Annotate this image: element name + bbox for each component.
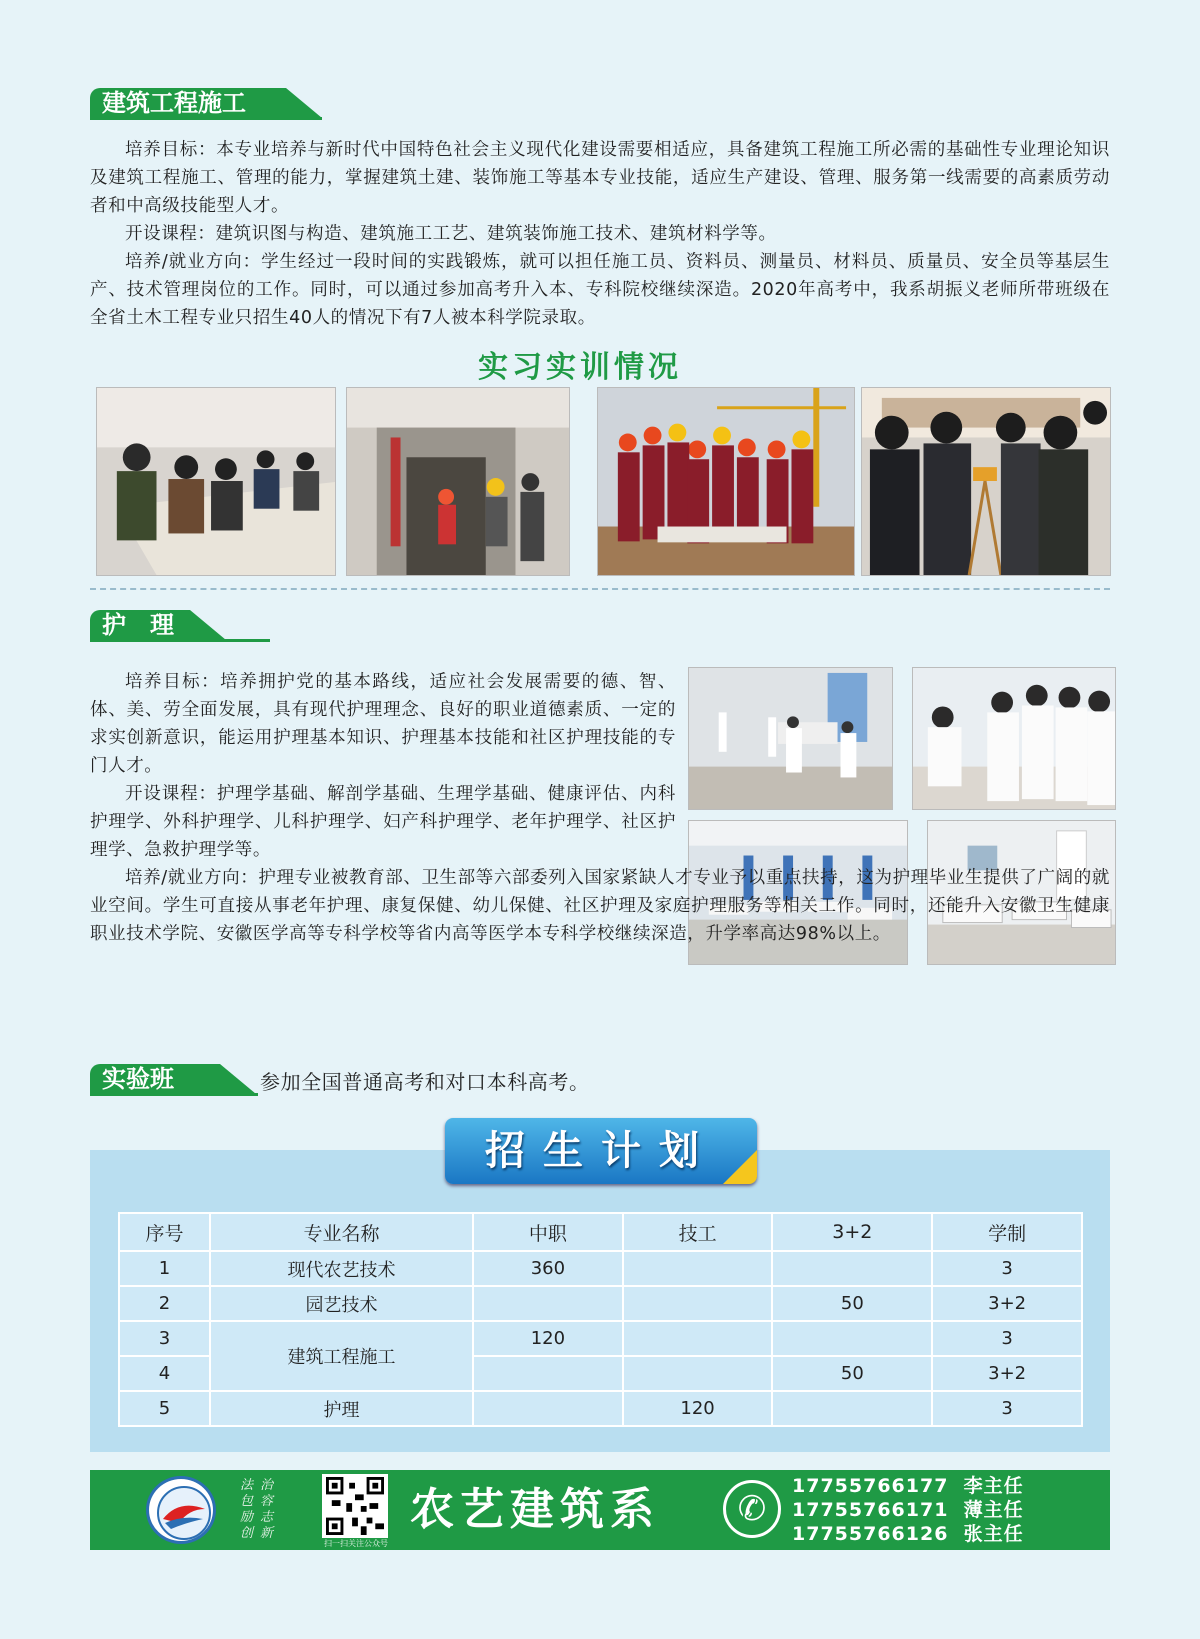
table-header-row	[119, 1213, 1082, 1251]
contact-name: 李主任	[963, 1475, 1024, 1497]
contact-phone[interactable]: 17755766171	[792, 1499, 949, 1521]
school-logo	[146, 1476, 216, 1544]
photo-surveying	[861, 387, 1111, 576]
section-tag-experiment	[90, 1062, 258, 1096]
plan-table	[118, 1212, 1083, 1427]
plan-panel	[90, 1150, 1110, 1452]
photo-site-visit	[346, 387, 570, 576]
col-header: 3+2	[772, 1213, 932, 1251]
photo-nurses	[912, 667, 1116, 810]
nursing-goal: 培养目标：培养拥护党的基本路线，适应社会发展需要的德、智、体、美、劳全面发展，具有现代护理理念、良好的职业道德素质、一定的求实创新意识，能运用护理基本知识、护理基本技能和社区护理技能的专门人才。	[90, 672, 676, 776]
plan-title-badge	[445, 1118, 757, 1184]
footer-banner	[90, 1470, 1110, 1550]
nursing-text	[90, 668, 1110, 948]
col-header: 专业名称	[210, 1213, 473, 1251]
contact-row	[792, 1498, 1024, 1522]
contact-phone[interactable]: 17755766126	[792, 1523, 949, 1545]
construction-courses: 开设课程：建筑识图与构造、建筑施工工艺、建筑装饰施工技术、建筑材料学等。	[125, 224, 777, 244]
phone-icon: ✆	[723, 1480, 781, 1538]
nursing-direction: 培养/就业方向：护理专业被教育部、卫生部等六部委列入国家紧缺人才专业予以重点扶持，这为护理毕业生提供了广阔的就业空间。学生可直接从事老年护理、康复保健、幼儿保健、社区护理及家庭护理服务等相关工作。同时，还能升入安徽卫生健康职业技术学院、安徽医学高等专科学校等省内高等医学本专科学校继续深造，升学率高达98%以上。	[90, 868, 1110, 944]
qr-code[interactable]	[322, 1474, 388, 1538]
photo-helmet-students	[597, 387, 855, 576]
construction-text	[90, 136, 1110, 332]
section-tag-label: 建筑工程施工	[90, 88, 286, 118]
practice-title: 实习实训情况	[478, 350, 682, 385]
table-row: 2 园艺技术 50 3+2	[119, 1286, 1082, 1321]
contacts	[792, 1474, 1024, 1546]
col-header: 技工	[623, 1213, 773, 1251]
table-row: 5 护理 120 3	[119, 1391, 1082, 1426]
col-header: 学制	[932, 1213, 1082, 1251]
section-tag-label: 实验班	[90, 1064, 220, 1094]
section-tag-label: 护 理	[90, 610, 190, 640]
table-row: 3 建筑工程施工 120 3	[119, 1321, 1082, 1356]
nursing-courses: 开设课程：护理学基础、解剖学基础、生理学基础、健康评估、内科护理学、外科护理学、儿科护理学、妇产科护理学、老年护理学、社区护理学、急救护理学等。	[90, 784, 676, 860]
col-header: 中职	[473, 1213, 623, 1251]
contact-row	[792, 1474, 1024, 1498]
department-name: 农艺建筑系	[410, 1484, 660, 1535]
qr-caption: 扫一扫关注公众号	[324, 1539, 388, 1548]
contact-phone[interactable]: 17755766177	[792, 1475, 949, 1497]
construction-goal: 培养目标：本专业培养与新时代中国特色社会主义现代化建设需要相适应，具备建筑工程施工所必需的基础性专业理论知识及建筑工程施工、管理的能力，掌握建筑土建、装饰施工等基本专业技能，适应生产建设、管理、服务第一线需要的高素质劳动者和中高级技能型人才。	[90, 140, 1110, 216]
divider	[90, 588, 1110, 590]
section-tag-construction	[90, 86, 322, 120]
table-row: 1 现代农艺技术 360 3	[119, 1251, 1082, 1286]
contact-row	[792, 1522, 1024, 1546]
experiment-text: 参加全国普通高考和对口本科高考。	[260, 1070, 590, 1094]
table-row: 4 50 3+2	[119, 1356, 1082, 1391]
col-header: 序号	[119, 1213, 210, 1251]
contact-name: 张主任	[963, 1523, 1024, 1545]
motto: 法 治 包 容 励 志 创 新	[240, 1478, 274, 1541]
section-tag-nursing	[90, 608, 270, 642]
photo-drawing-class	[96, 387, 336, 576]
plan-title: 招生计划	[485, 1128, 717, 1174]
construction-direction: 培养/就业方向：学生经过一段时间的实践锻炼，就可以担任施工员、资料员、测量员、材料员、质量员、安全员等基层生产、技术管理岗位的工作。同时，可以通过参加高考升入本、专科院校继续深造。2020年高考中，我系胡振义老师所带班级在全省土木工程专业只招生40人的情况下有7人被本科学院录取。	[90, 252, 1110, 328]
contact-name: 薄主任	[963, 1499, 1024, 1521]
photo-nursing-ward	[688, 667, 893, 810]
